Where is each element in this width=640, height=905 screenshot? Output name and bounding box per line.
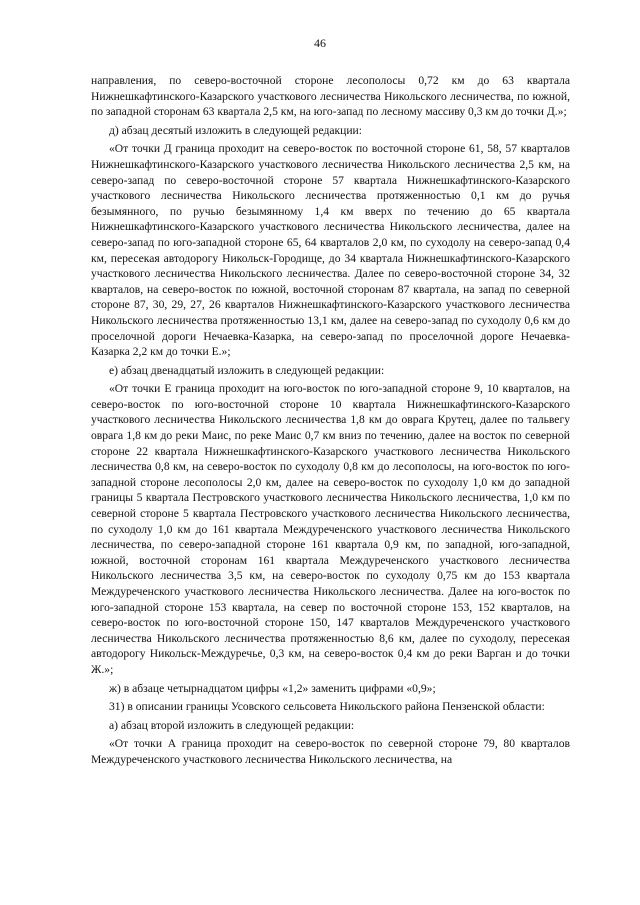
paragraph-item-e: е) абзац двенадцатый изложить в следующей редакции: <box>109 363 385 377</box>
paragraph-item-31: 31) в описании границы Усовского сельсовета Никольского района Пензенской области: <box>109 700 545 714</box>
paragraph-item-a: а) абзац второй изложить в следующей редакции: <box>109 718 355 732</box>
paragraph-quote-d: «От точки Д граница проходит на северо-восток по восточной стороне 61, 58, 57 кварталов Нижнешкафтинского-Казарского участкового лесничества Никольского лесничества 2,5 км, на северо-запад по северо-восточной стороне 57 квартала Нижнешкафтинского-Казарского участкового лесничества Никольского лесничества протяженностью 0,1 км до ручья безымянного, по ручью безымянному 1,4 км вверх по течению до 65 квартала Нижнешкафтинского-Казарского участкового лесничества Никольского лесничества, далее на северо-запад по юго-западной стороне 65, 64 кварталов 2,0 км, по суходолу на северо-запад 0,4 км, пересекая автодорогу Никольск-Городище, до 34 квартала Нижнешкафтинского-Казарского участкового лесничества Никольского лесничества. Далее по северо-восточной стороне 34, 32 кварталов, на северо-восток по южной, восточной сторонам 87 квартала, на запад по северной стороне 87, 30, 29, 27, 26 кварталов Нижнешкафтинского-Казарского участкового лесничества Никольского лесничества протяженностью 13,1 км, далее на северо-запад по суходолу 0,6 км до проселочной дороги Нечаевка-Казарка, на северо-запад по проселочной дороге Нечаевка-Казарка 2,2 км до точки Е.»; <box>91 142 570 359</box>
paragraph-item-zh: ж) в абзаце четырнадцатом цифры «1,2» заменить цифрами «0,9»; <box>109 681 436 695</box>
document-body <box>91 73 570 771</box>
page-number: 46 <box>314 36 326 50</box>
paragraph-quote-e: «От точки Е граница проходит на юго-восток по юго-западной стороне 9, 10 кварталов, на северо-восток по юго-восточной стороне 10 квартала Нижнешкафтинского-Казарского участкового лесничества Никольского лесничества 1,8 км до оврага Крутец, далее по тальвегу оврага 1,8 км до реки Маис, по реке Маис 0,7 км вниз по течению, далее на восток по северной стороне 22 квартала Нижнешкафтинского-Казарского участкового лесничества Никольского лесничества 0,8 км, на северо-восток по суходолу 0,8 км до лесополосы, на юго-восток по юго-западной стороне лесополосы 2,0 км, далее на северо-восток по суходолу 1,0 км до западной границы 5 квартала Пестровского участкового лесничества Никольского лесничества, 1,0 км по северной стороне 5 квартала Пестровского участкового лесничества Никольского лесничества, по суходолу 1,0 км до 161 квартала Междуреченского участкового лесничества Никольского лесничества, по северо-западной стороне 161 квартала 0,9 км, по западной, юго-западной, южной, восточной сторонам 161 квартала Междуреченского участкового лесничества Никольского лесничества 3,5 км, на северо-восток по суходолу 0,75 км до 153 квартала Междуреченского участкового лесничества Никольского лесничества. Далее на юго-восток по юго-западной стороне 153 квартала, на север по восточной стороне 153, 152 кварталов, на северо-восток по юго-восточной стороне 150, 147 кварталов Междуреченского участкового лесничества Никольского лесничества протяженностью 8,6 км, далее по суходолу, пересекая автодорогу Никольск-Междуречье, 0,3 км, на северо-восток 0,4 км до реки Варган и до точки Ж.»; <box>91 382 570 676</box>
paragraph-quote-a: «От точки А граница проходит на северо-восток по северной стороне 79, 80 кварталов Междуреченского участкового лесничества Никольского лесничества, на <box>91 737 570 766</box>
paragraph-continuation: направления, по северо-восточной стороне лесополосы 0,72 км до 63 квартала Нижнешкафтинского-Казарского участкового лесничества Никольского лесничества, по южной, по западной сторонам 63 квартала 2,5 км, на юго-запад по лесному массиву 0,3 км до точки Д.»; <box>91 74 570 119</box>
paragraph-item-d: д) абзац десятый изложить в следующей редакции: <box>109 123 362 137</box>
